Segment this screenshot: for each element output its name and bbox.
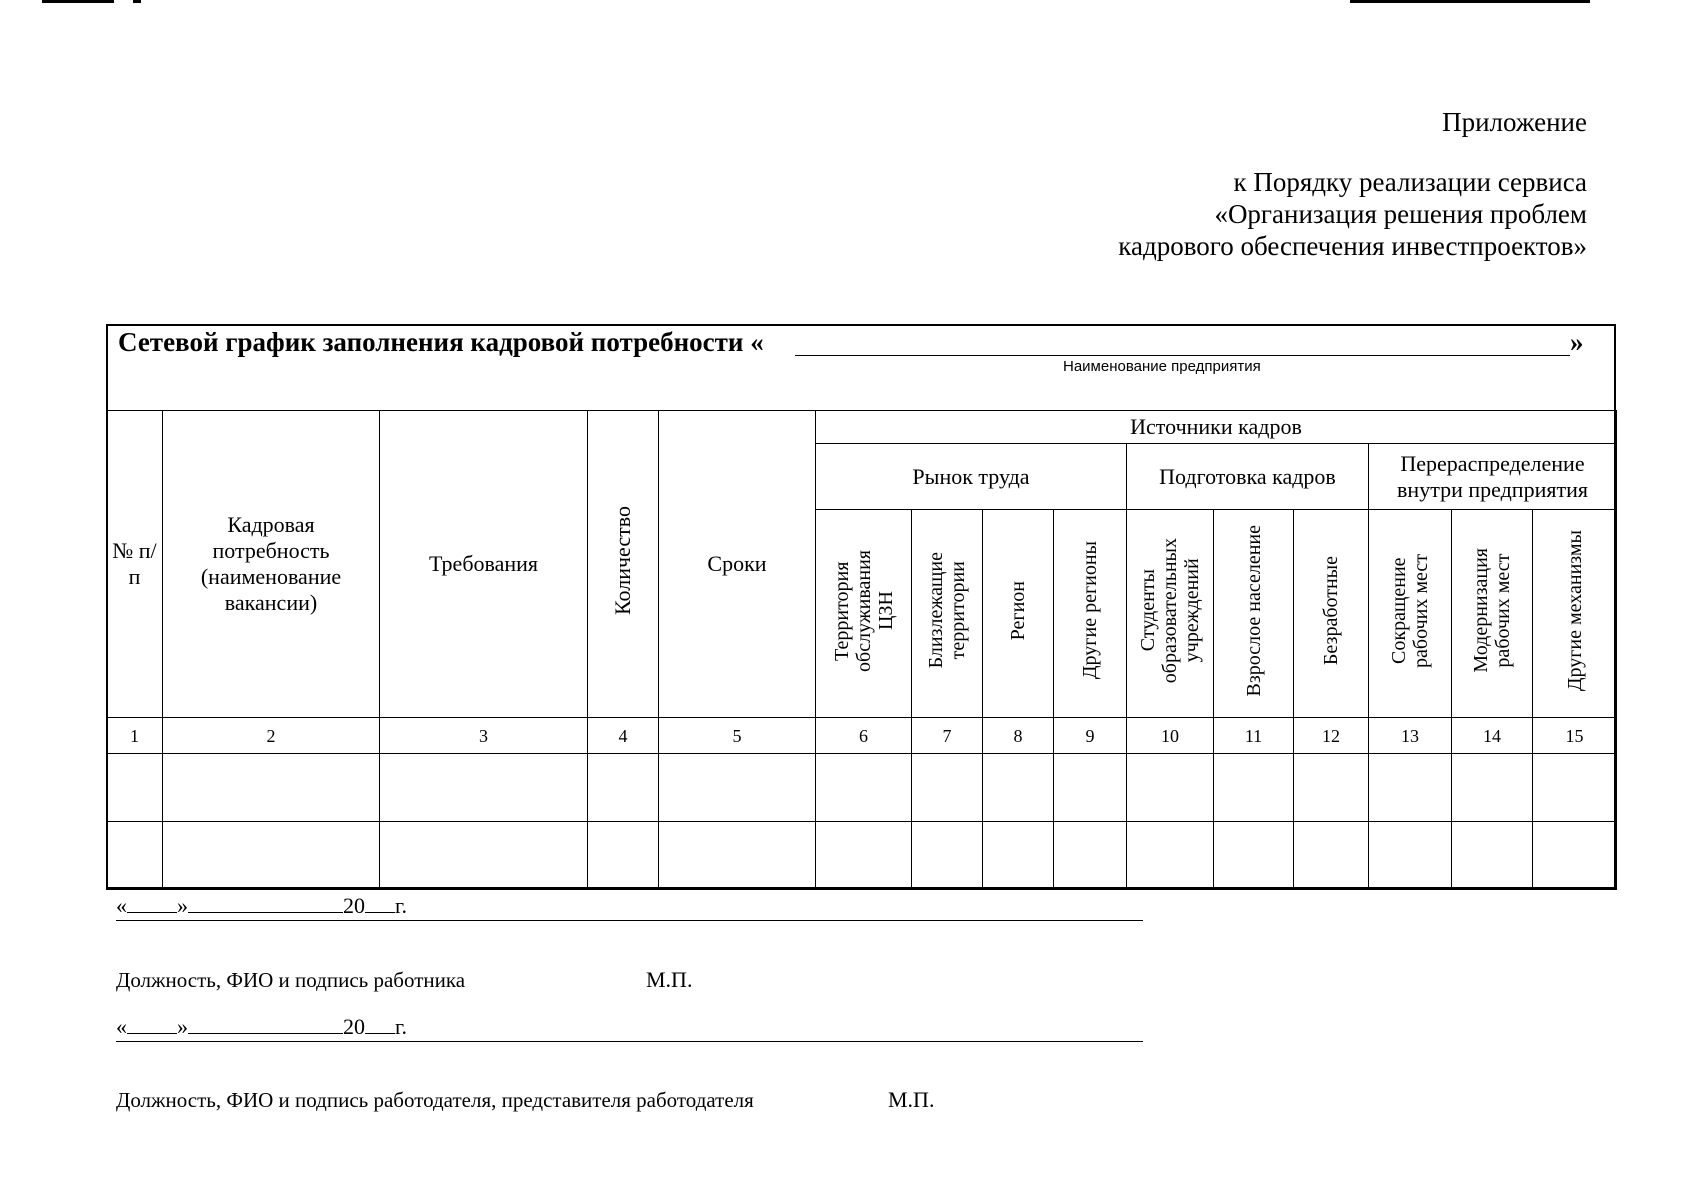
subheader-region: Регион — [983, 510, 1054, 718]
column-number: 15 — [1533, 718, 1617, 754]
column-number-row — [107, 718, 1617, 754]
table-cell[interactable] — [107, 754, 163, 822]
subheader-job-reduction: Сокращение рабочих мест — [1369, 510, 1452, 718]
table-cell[interactable] — [1214, 822, 1294, 890]
employee-signature-line[interactable] — [116, 920, 1143, 921]
table-cell[interactable] — [816, 754, 912, 822]
header-quantity: Количество — [588, 411, 659, 718]
employer-stamp-mark: М.П. — [888, 1087, 935, 1112]
table-cell[interactable] — [1294, 822, 1369, 890]
employee-stamp-mark: М.П. — [646, 967, 693, 992]
header-requirements: Требования — [380, 411, 588, 718]
subheader-students: Студенты образовательных учреждений — [1127, 510, 1214, 718]
staffing-schedule-table — [106, 410, 1617, 890]
appendix-reference — [1118, 166, 1587, 262]
table-cell[interactable] — [107, 822, 163, 890]
subheader-adult-population: Взрослое население — [1214, 510, 1294, 718]
employer-signature-line[interactable] — [116, 1041, 1143, 1042]
table-cell[interactable] — [588, 822, 659, 890]
table-cell[interactable] — [380, 754, 588, 822]
header-training: Подготовка кадров — [1127, 444, 1369, 510]
column-number: 5 — [659, 718, 816, 754]
form-title: Сетевой график заполнения кадровой потребности « — [118, 327, 764, 357]
table-cell[interactable] — [1054, 754, 1127, 822]
table-cell[interactable] — [588, 754, 659, 822]
header-vacancy: Кадровая потребность (наименование вакансии) — [163, 411, 380, 718]
table-cell[interactable] — [1533, 754, 1617, 822]
column-number: 3 — [380, 718, 588, 754]
form-title-close-quote: » — [1570, 327, 1584, 357]
table-cell[interactable] — [1533, 822, 1617, 890]
column-number: 4 — [588, 718, 659, 754]
column-number: 2 — [163, 718, 380, 754]
enterprise-name-line[interactable] — [795, 355, 1570, 356]
employee-date-field[interactable]: « » 20 г. — [116, 893, 408, 918]
header-number: № п/п — [107, 411, 163, 718]
column-number: 12 — [1294, 718, 1369, 754]
enterprise-name-caption: Наименование предприятия — [1063, 358, 1261, 375]
table-cell[interactable] — [1127, 822, 1214, 890]
table-cell[interactable] — [912, 754, 983, 822]
column-number: 9 — [1054, 718, 1127, 754]
subheader-other-regions: Другие регионы — [1054, 510, 1127, 718]
table-cell[interactable] — [983, 754, 1054, 822]
column-number: 10 — [1127, 718, 1214, 754]
table-cell[interactable] — [1294, 754, 1369, 822]
table-cell[interactable] — [163, 754, 380, 822]
header-redistribution: Перераспределение внутри предприятия — [1369, 444, 1617, 510]
table-row — [107, 754, 1617, 822]
table-cell[interactable] — [659, 822, 816, 890]
table-cell[interactable] — [1452, 754, 1533, 822]
table-cell[interactable] — [380, 822, 588, 890]
table-cell[interactable] — [912, 822, 983, 890]
subheader-unemployed: Безработные — [1294, 510, 1369, 718]
appendix-ref-line-3: кадрового обеспечения инвестпроектов» — [1118, 231, 1587, 261]
subheader-czn-territory: Территория обслуживания ЦЗН — [816, 510, 912, 718]
employee-signature-label: Должность, ФИО и подпись работника — [116, 968, 466, 992]
table-cell[interactable] — [1369, 822, 1452, 890]
appendix-title: Приложение — [1442, 107, 1587, 137]
table-cell[interactable] — [816, 822, 912, 890]
header-sources: Источники кадров — [816, 411, 1617, 444]
column-number: 11 — [1214, 718, 1294, 754]
table-cell[interactable] — [1127, 754, 1214, 822]
header-labor-market: Рынок труда — [816, 444, 1127, 510]
column-number: 1 — [107, 718, 163, 754]
employer-signature-label: Должность, ФИО и подпись работодателя, представителя работодателя — [116, 1088, 754, 1112]
column-number: 7 — [912, 718, 983, 754]
scan-mark-left-dot — [133, 0, 141, 3]
column-number: 6 — [816, 718, 912, 754]
table-cell[interactable] — [1054, 822, 1127, 890]
table-cell[interactable] — [659, 754, 816, 822]
table-cell[interactable] — [163, 822, 380, 890]
table-cell[interactable] — [1452, 822, 1533, 890]
subheader-job-modernization: Модернизация рабочих мест — [1452, 510, 1533, 718]
appendix-ref-line-1: к Порядку реализации сервиса — [1233, 167, 1587, 197]
header-terms: Сроки — [659, 411, 816, 718]
appendix-ref-line-2: «Организация решения проблем — [1214, 199, 1587, 229]
column-number: 8 — [983, 718, 1054, 754]
subheader-other-mechanisms: Другие механизмы — [1533, 510, 1617, 718]
table-row — [107, 822, 1617, 890]
table-cell[interactable] — [983, 822, 1054, 890]
subheader-nearby-territories: Близлежащие территории — [912, 510, 983, 718]
scan-mark-left — [42, 0, 114, 3]
column-number: 14 — [1452, 718, 1533, 754]
scan-mark-right — [1350, 0, 1590, 3]
table-cell[interactable] — [1369, 754, 1452, 822]
column-number: 13 — [1369, 718, 1452, 754]
employer-date-field[interactable]: « » 20 г. — [116, 1014, 408, 1039]
table-cell[interactable] — [1214, 754, 1294, 822]
